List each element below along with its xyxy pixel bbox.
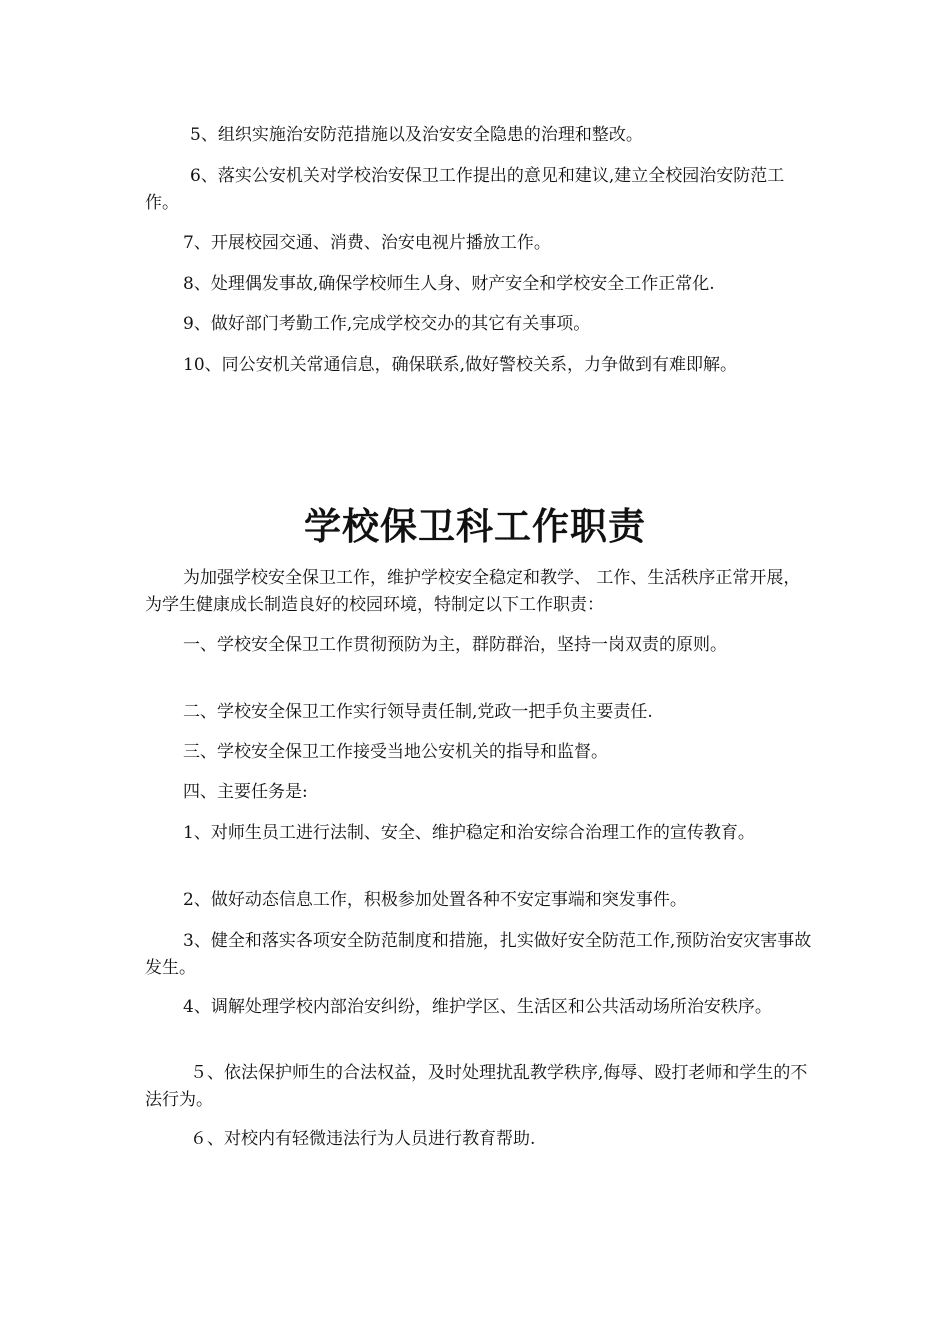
task-4: 4、调解处理学校内部治安纠纷，维护学区、生活区和公共活动场所治安秩序。 bbox=[183, 997, 772, 1017]
section1-item-9: 9、做好部门考勤工作,完成学校交办的其它有关事项。 bbox=[183, 314, 591, 334]
principle-1: 一、学校安全保卫工作贯彻预防为主，群防群治，坚持一岗双责的原则。 bbox=[183, 635, 727, 655]
section1-item-5: 5、组织实施治安防范措施以及治安安全隐患的治理和整改。 bbox=[190, 125, 643, 145]
task-2: 2、做好动态信息工作，积极参加处置各种不安定事端和突发事件。 bbox=[183, 890, 687, 910]
task-5: ５、依法保护师生的合法权益，及时处理扰乱教学秩序,侮辱、殴打老师和学生的不法行为。 bbox=[145, 1063, 808, 1110]
task-1: 1、对师生员工进行法制、安全、维护稳定和治安综合治理工作的宣传教育。 bbox=[183, 823, 755, 843]
task-6: ６、对校内有轻微违法行为人员进行教育帮助. bbox=[190, 1129, 536, 1149]
principle-3: 三、学校安全保卫工作接受当地公安机关的指导和监督。 bbox=[183, 742, 608, 762]
principle-4: 四、主要任务是: bbox=[183, 782, 308, 802]
section1-item-10: 10、同公安机关常通信息，确保联系,做好警校关系，力争做到有难即解。 bbox=[183, 355, 738, 375]
intro-paragraph: 为加强学校安全保卫工作，维护学校安全稳定和教学、 工作、生活秩序正常开展，为学生健康成长制造良好的校园环境，特制定以下工作职责： bbox=[145, 568, 801, 615]
section1-item-7: 7、开展校园交通、消费、治安电视片播放工作。 bbox=[183, 233, 551, 253]
section1-item-6: 6、落实公安机关对学校治安保卫工作提出的意见和建议,建立全校园治安防范工作。 bbox=[145, 166, 785, 213]
principle-2: 二、学校安全保卫工作实行领导责任制,党政一把手负主要责任. bbox=[183, 702, 653, 722]
page-title: 学校保卫科工作职责 bbox=[304, 504, 646, 548]
task-3: 3、健全和落实各项安全防范制度和措施，扎实做好安全防范工作,预防治安灾害事故发生。 bbox=[145, 931, 812, 978]
section1-item-8: 8、处理偶发事故,确保学校师生人身、财产安全和学校安全工作正常化. bbox=[183, 274, 715, 294]
